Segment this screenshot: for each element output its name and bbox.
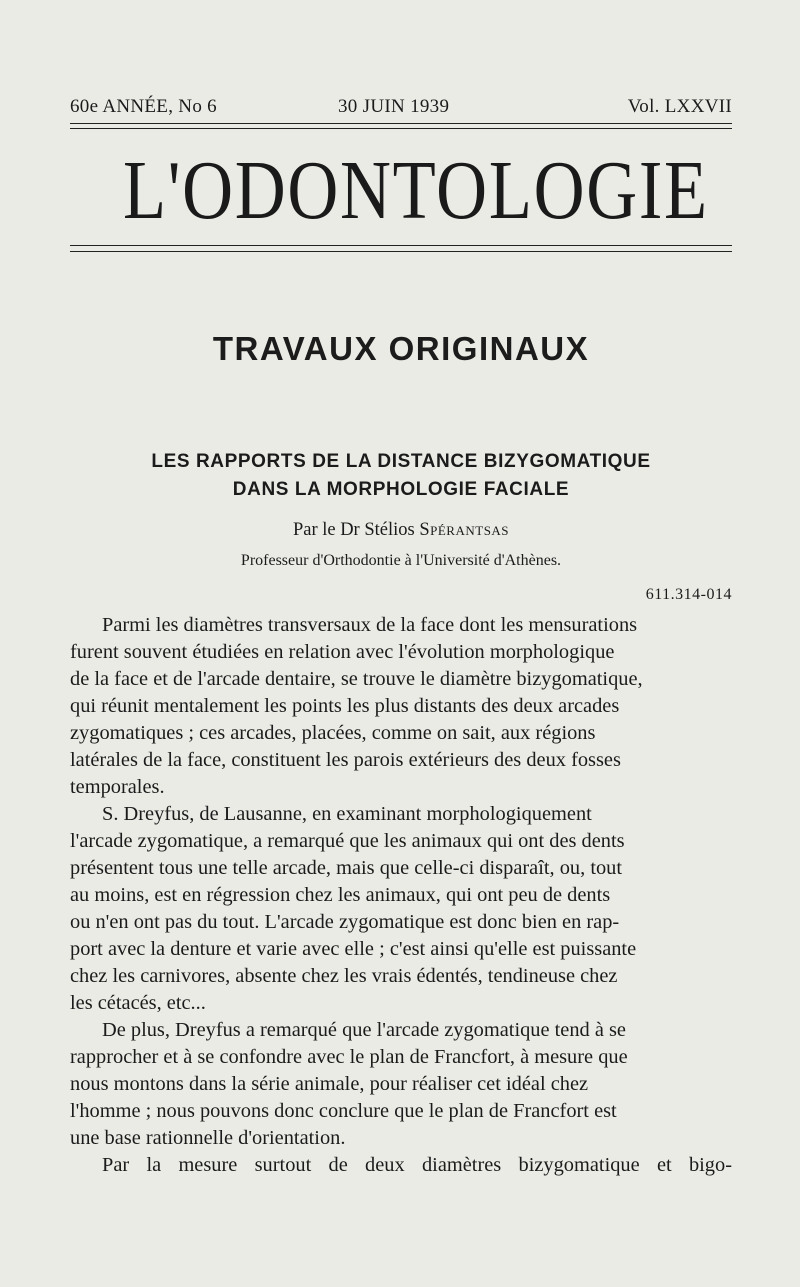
classification-number: 611.314-014 [645, 586, 732, 603]
section-title: TRAVAUX ORIGINAUX [212, 330, 590, 367]
author-affiliation: Professeur d'Orthodontie à l'Université d'Athènes. [240, 552, 562, 569]
journal-title: L'ODONTOLOGIE [122, 144, 709, 237]
author-surname: Spérantsas [419, 520, 510, 540]
header-rule-top [70, 123, 732, 124]
running-header [70, 96, 732, 122]
title-rule-bottom [70, 251, 732, 252]
text-line: de la face et de l'arcade dentaire, se trouve le diamètre bizygomatique, [70, 668, 643, 690]
text-line: au moins, est en régression chez les animaux, qui ont peu de dents [70, 884, 611, 906]
text-line: les cétacés, etc... [70, 992, 206, 1014]
text-line: ou n'en ont pas du tout. L'arcade zygomatique est donc bien en rap- [70, 911, 620, 933]
text-line: rapprocher et à se confondre avec le plan de Francfort, à mesure que [70, 1046, 628, 1068]
text-line: l'homme ; nous pouvons donc conclure que le plan de Francfort est [70, 1100, 617, 1122]
text-line: nous montons dans la série animale, pour réaliser cet idéal chez [70, 1073, 589, 1095]
article-title-line-1: LES RAPPORTS DE LA DISTANCE BIZYGOMATIQUE [151, 451, 651, 472]
text-line: présentent tous une telle arcade, mais que celle-ci disparaît, ou, tout [70, 857, 623, 879]
text-line: port avec la denture et varie avec elle ; c'est ainsi qu'elle est puissante [70, 938, 637, 960]
text-line: chez les carnivores, absente chez les vrais édentés, tendineuse chez [70, 965, 618, 987]
header-rule-bottom [70, 128, 732, 129]
byline [70, 520, 732, 541]
volume-number: Vol. LXXVII [627, 96, 732, 117]
text-line: temporales. [70, 776, 165, 798]
text-line: latérales de la face, constituent les parois extérieurs des deux fosses [70, 749, 621, 771]
text-line: zygomatiques ; ces arcades, placées, comme on sait, aux régions [70, 722, 596, 744]
text-line: Par la mesure surtout de deux diamètres bizygomatique et bigo- [102, 1154, 732, 1176]
paragraph-2 [70, 801, 732, 1017]
text-line: une base rationnelle d'orientation. [70, 1127, 346, 1149]
paragraph-3 [70, 1017, 732, 1152]
text-line: De plus, Dreyfus a remarqué que l'arcade zygomatique tend à se [102, 1019, 626, 1041]
text-line: l'arcade zygomatique, a remarqué que les animaux qui ont des dents [70, 830, 625, 852]
text-line: S. Dreyfus, de Lausanne, en examinant morphologiquement [102, 803, 592, 825]
paragraph-1 [70, 612, 732, 801]
article-body [70, 612, 732, 1179]
text-line: qui réunit mentalement les points les plus distants des deux arcades [70, 695, 620, 717]
text-line: furent souvent étudiées en relation avec l'évolution morphologique [70, 641, 615, 663]
issue-number: 60e ANNÉE, No 6 [70, 96, 217, 117]
text-line: Parmi les diamètres transversaux de la face dont les mensurations [102, 614, 638, 636]
article-title-line-2: DANS LA MORPHOLOGIE FACIALE [232, 479, 570, 500]
byline-prefix: Par le Dr Stélios [292, 520, 415, 540]
issue-date: 30 JUIN 1939 [338, 96, 450, 117]
title-rule-top [70, 245, 732, 246]
paragraph-4 [70, 1152, 732, 1179]
